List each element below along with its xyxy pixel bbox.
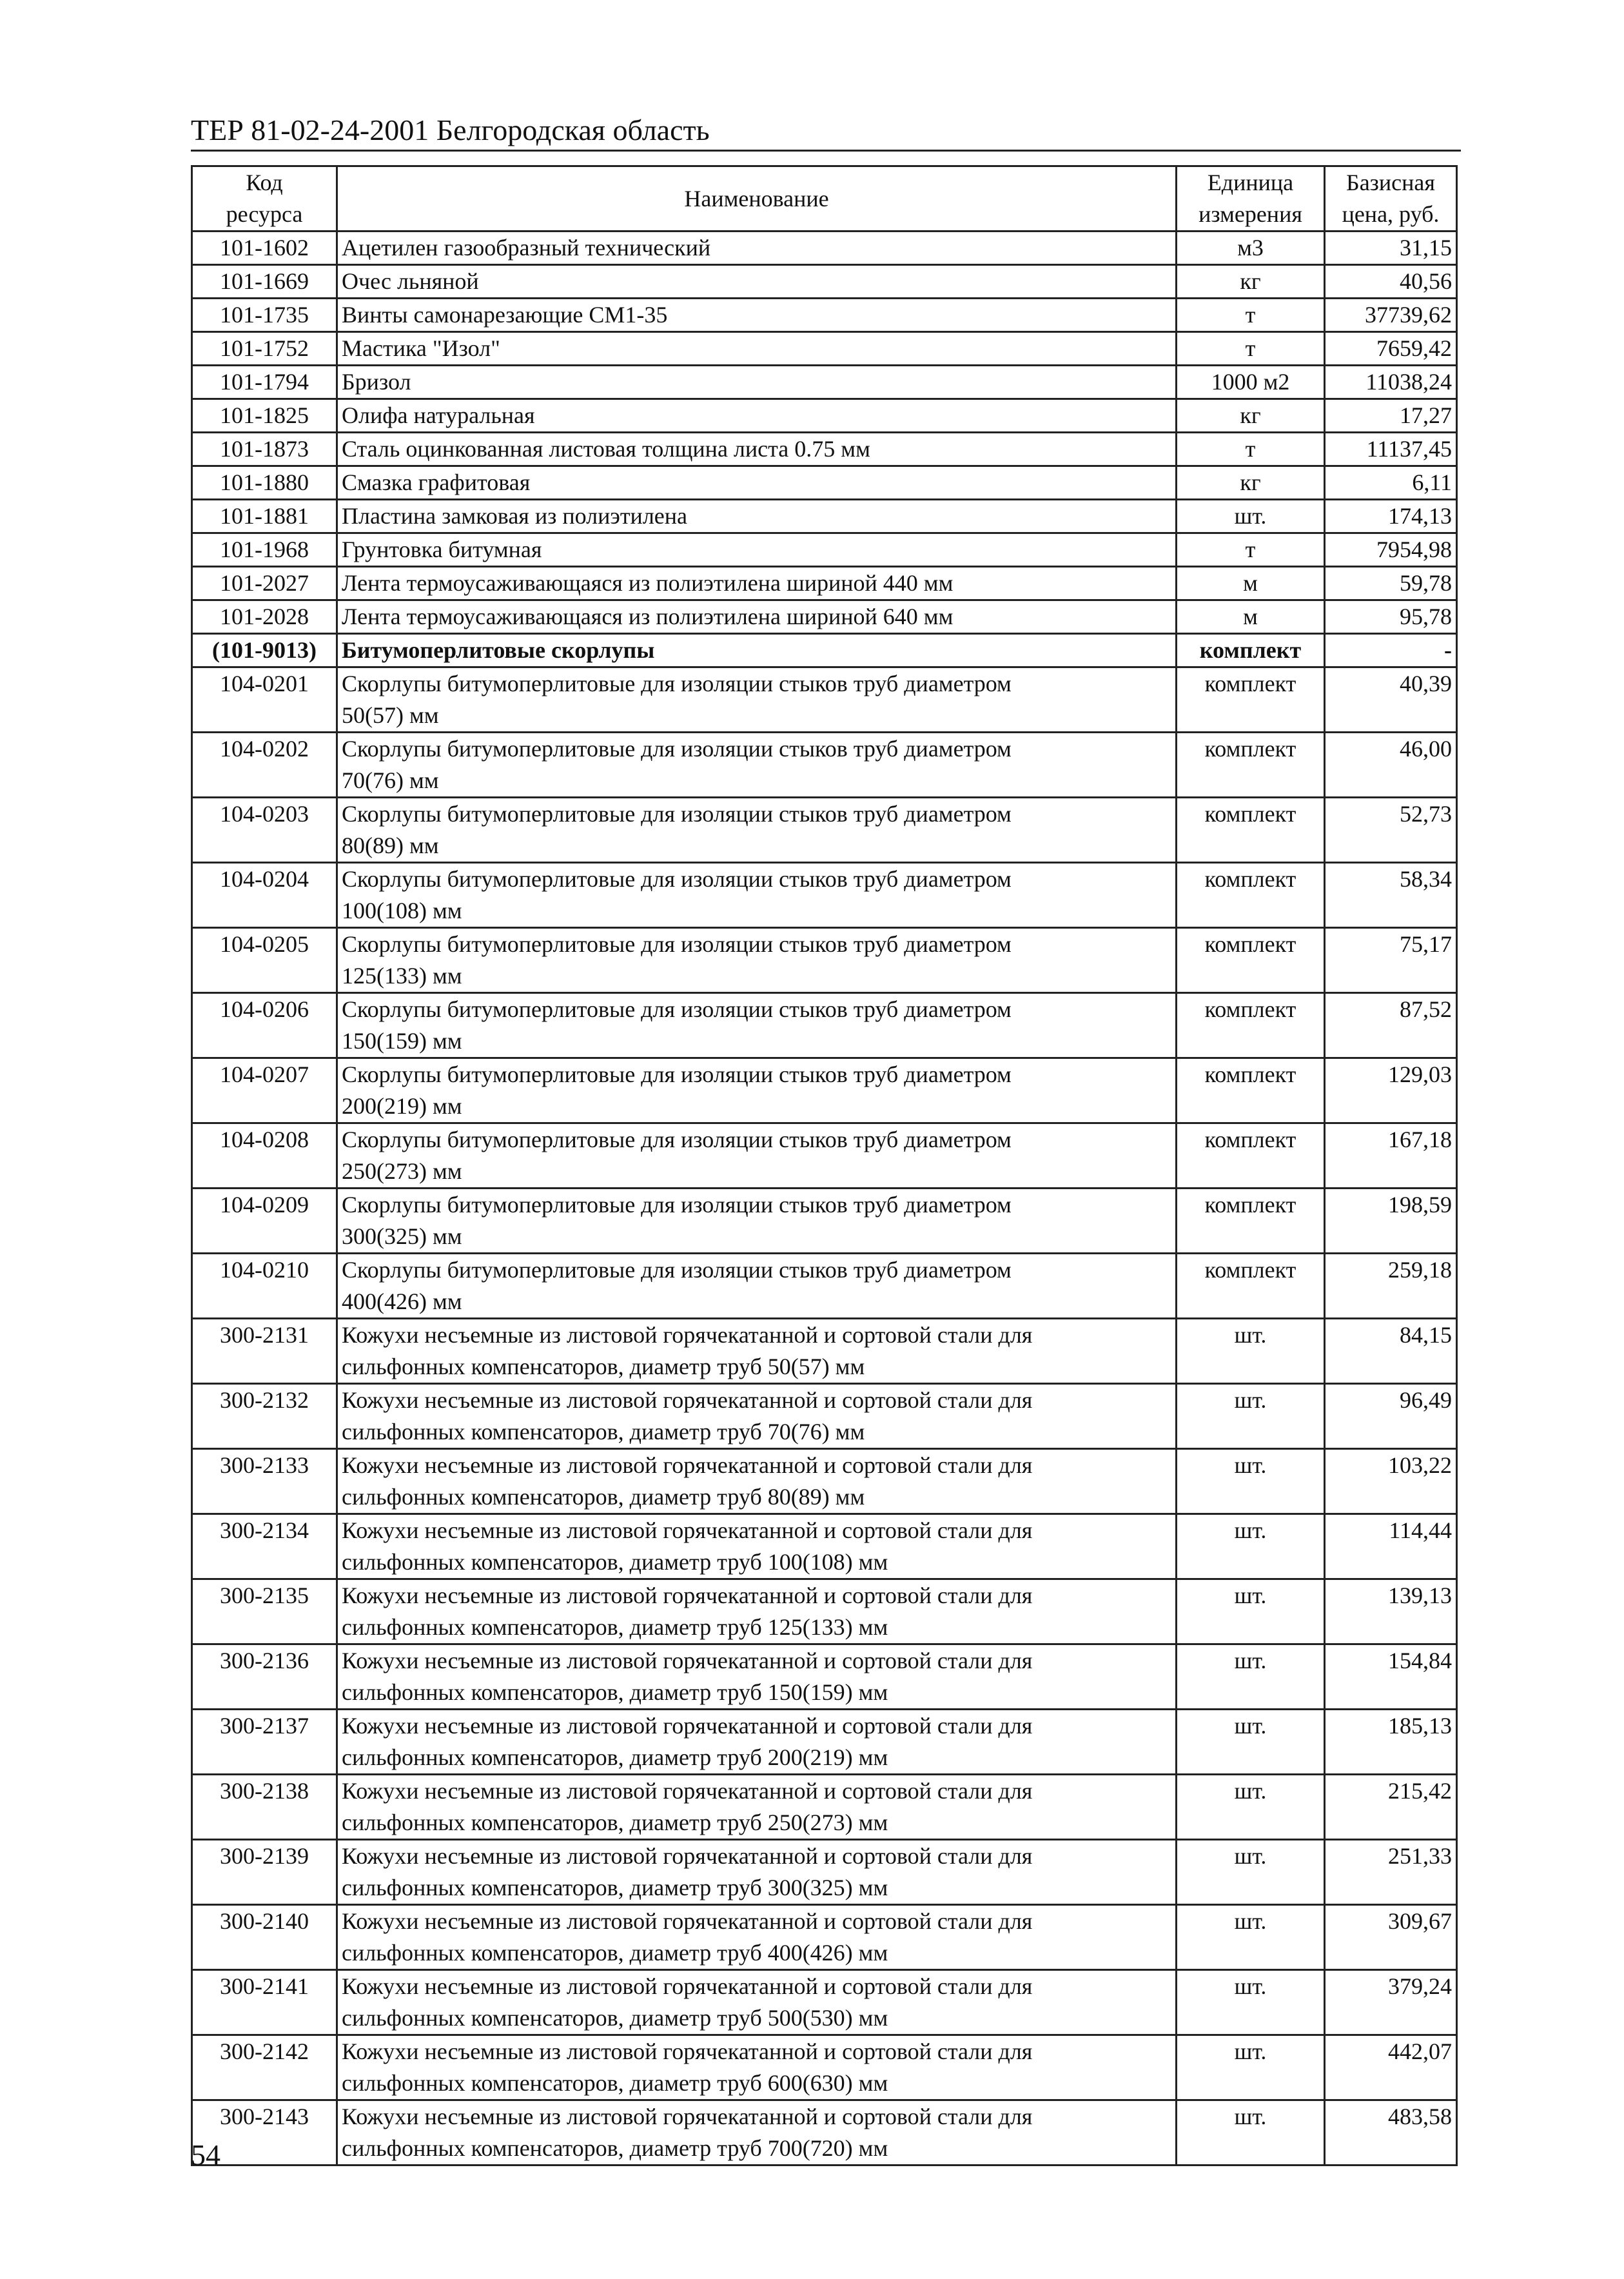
resource-name-line: сильфонных компенсаторов, диаметр труб 700(720) мм	[342, 2135, 888, 2161]
unit-of-measure: т	[1177, 332, 1325, 366]
resource-name-line: Кожухи несъемные из листовой горячекатанной и сортовой стали для	[342, 1452, 1033, 1478]
resource-name-line: Очес льняной	[342, 268, 479, 294]
table-row	[192, 1123, 1457, 1189]
resource-code: 101-1873	[192, 433, 337, 466]
resource-name-line: Смазка графитовая	[342, 469, 531, 495]
resource-name	[337, 366, 1177, 399]
resource-code: 104-0203	[192, 798, 337, 863]
resource-name-line: 100(108) мм	[342, 898, 462, 923]
table-row	[192, 1644, 1457, 1710]
resource-name-line: Кожухи несъемные из листовой горячекатанной и сортовой стали для	[342, 2038, 1033, 2064]
table-header-row	[192, 166, 1457, 232]
resource-code: 300-2134	[192, 1514, 337, 1579]
resource-name-line: Лента термоусаживающаяся из полиэтилена шириной 440 мм	[342, 570, 954, 596]
table-row	[192, 232, 1457, 265]
resource-name-line: Кожухи несъемные из листовой горячекатанной и сортовой стали для	[342, 1973, 1033, 1999]
resource-name	[337, 667, 1177, 733]
resource-code: 300-2139	[192, 1840, 337, 1905]
resource-name-line: Кожухи несъемные из листовой горячекатанной и сортовой стали для	[342, 1843, 1033, 1869]
resource-name	[337, 634, 1177, 667]
resource-code: 104-0201	[192, 667, 337, 733]
resource-code: 104-0202	[192, 733, 337, 798]
resource-name-line: Олифа натуральная	[342, 402, 535, 428]
table-row	[192, 2100, 1457, 2166]
unit-of-measure: шт.	[1177, 500, 1325, 533]
unit-of-measure: шт.	[1177, 1775, 1325, 1840]
resource-code: 101-1735	[192, 299, 337, 332]
resource-name	[337, 1384, 1177, 1449]
resource-name-line: Кожухи несъемные из листовой горячекатанной и сортовой стали для	[342, 2104, 1033, 2129]
resource-name-line: сильфонных компенсаторов, диаметр труб 150(159) мм	[342, 1679, 888, 1705]
resource-code: 104-0205	[192, 928, 337, 993]
resource-name	[337, 1514, 1177, 1579]
resource-name	[337, 1970, 1177, 2035]
resource-code: 300-2136	[192, 1644, 337, 1710]
resource-name	[337, 1254, 1177, 1319]
unit-of-measure: комплект	[1177, 863, 1325, 928]
unit-of-measure: шт.	[1177, 1514, 1325, 1579]
page-number: 54	[191, 2138, 220, 2171]
resource-name-line: 150(159) мм	[342, 1028, 462, 1054]
resource-name	[337, 1449, 1177, 1514]
base-price: 259,18	[1325, 1254, 1457, 1319]
base-price: 7659,42	[1325, 332, 1457, 366]
resource-code: 300-2135	[192, 1579, 337, 1644]
resource-name-line: сильфонных компенсаторов, диаметр труб 500(530) мм	[342, 2005, 888, 2031]
resource-code: 104-0207	[192, 1058, 337, 1123]
resource-name-line: Кожухи несъемные из листовой горячекатанной и сортовой стали для	[342, 1908, 1033, 1934]
resource-name-line: Кожухи несъемные из листовой горячекатанной и сортовой стали для	[342, 1648, 1033, 1673]
unit-of-measure: шт.	[1177, 2035, 1325, 2100]
base-price: 167,18	[1325, 1123, 1457, 1189]
resource-name-line: сильфонных компенсаторов, диаметр труб 125(133) мм	[342, 1614, 888, 1640]
resource-name-line: 80(89) мм	[342, 833, 439, 858]
unit-of-measure: т	[1177, 433, 1325, 466]
resource-code: 300-2133	[192, 1449, 337, 1514]
resource-name-line: 50(57) мм	[342, 702, 439, 728]
resource-code: 101-1968	[192, 533, 337, 567]
resource-name-line: Скорлупы битумоперлитовые для изоляции стыков труб диаметром	[342, 1127, 1012, 1152]
table-row	[192, 733, 1457, 798]
table-body	[192, 232, 1457, 2166]
base-price: 309,67	[1325, 1905, 1457, 1970]
resource-code: 104-0209	[192, 1189, 337, 1254]
document-title: ТЕР 81-02-24-2001 Белгородская область	[191, 113, 710, 146]
unit-of-measure: шт.	[1177, 1710, 1325, 1775]
resource-name-line: Кожухи несъемные из листовой горячекатанной и сортовой стали для	[342, 1713, 1033, 1739]
table-row	[192, 1254, 1457, 1319]
unit-of-measure: шт.	[1177, 1970, 1325, 2035]
base-price: 96,49	[1325, 1384, 1457, 1449]
unit-of-measure: комплект	[1177, 1189, 1325, 1254]
resource-name-line: Скорлупы битумоперлитовые для изоляции стыков труб диаметром	[342, 736, 1012, 762]
base-price: 52,73	[1325, 798, 1457, 863]
base-price: 46,00	[1325, 733, 1457, 798]
resource-name	[337, 1579, 1177, 1644]
resource-name-line: Кожухи несъемные из листовой горячекатанной и сортовой стали для	[342, 1583, 1033, 1608]
resource-name-line: сильфонных компенсаторов, диаметр труб 50(57) мм	[342, 1354, 865, 1379]
resource-code: 101-1880	[192, 466, 337, 500]
resource-code: 101-1881	[192, 500, 337, 533]
base-price: 103,22	[1325, 1449, 1457, 1514]
unit-of-measure: комплект	[1177, 1254, 1325, 1319]
resource-name	[337, 1058, 1177, 1123]
unit-of-measure: комплект	[1177, 993, 1325, 1058]
base-price: 379,24	[1325, 1970, 1457, 2035]
base-price: 114,44	[1325, 1514, 1457, 1579]
base-price: 59,78	[1325, 567, 1457, 600]
resource-name-line: Битумоперлитовые скорлупы	[342, 637, 655, 663]
base-price: 17,27	[1325, 399, 1457, 433]
resource-name-line: Лента термоусаживающаяся из полиэтилена шириной 640 мм	[342, 604, 954, 629]
table-row	[192, 1514, 1457, 1579]
table-row	[192, 1970, 1457, 2035]
resource-price-table	[191, 165, 1458, 2166]
resource-name	[337, 2035, 1177, 2100]
resource-name	[337, 299, 1177, 332]
table-row	[192, 798, 1457, 863]
resource-name-line: Мастика "Изол"	[342, 335, 500, 361]
resource-name-line: Скорлупы битумоперлитовые для изоляции стыков труб диаметром	[342, 866, 1012, 892]
resource-code: 101-1752	[192, 332, 337, 366]
resource-name	[337, 533, 1177, 567]
resource-name-line: Кожухи несъемные из листовой горячекатанной и сортовой стали для	[342, 1778, 1033, 1804]
resource-name-line: сильфонных компенсаторов, диаметр труб 100(108) мм	[342, 1549, 888, 1575]
resource-name-line: 300(325) мм	[342, 1223, 462, 1249]
resource-name-line: сильфонных компенсаторов, диаметр труб 400(426) мм	[342, 1940, 888, 1966]
unit-of-measure: шт.	[1177, 2100, 1325, 2166]
table-row	[192, 466, 1457, 500]
resource-name	[337, 1905, 1177, 1970]
base-price: 6,11	[1325, 466, 1457, 500]
base-price: 95,78	[1325, 600, 1457, 634]
base-price: 58,34	[1325, 863, 1457, 928]
resource-code: 300-2141	[192, 1970, 337, 2035]
table-row	[192, 600, 1457, 634]
base-price: 75,17	[1325, 928, 1457, 993]
unit-of-measure: т	[1177, 533, 1325, 567]
resource-name	[337, 1123, 1177, 1189]
resource-name	[337, 500, 1177, 533]
resource-name-line: сильфонных компенсаторов, диаметр труб 80(89) мм	[342, 1484, 865, 1510]
base-price: 483,58	[1325, 2100, 1457, 2166]
unit-of-measure: т	[1177, 299, 1325, 332]
base-price: 87,52	[1325, 993, 1457, 1058]
resource-code: 101-1825	[192, 399, 337, 433]
resource-code: 104-0206	[192, 993, 337, 1058]
table-row	[192, 993, 1457, 1058]
table-row	[192, 1449, 1457, 1514]
resource-name-line: сильфонных компенсаторов, диаметр труб 600(630) мм	[342, 2070, 888, 2096]
base-price: 37739,62	[1325, 299, 1457, 332]
unit-of-measure: шт.	[1177, 1579, 1325, 1644]
table-row	[192, 299, 1457, 332]
resource-name	[337, 2100, 1177, 2166]
table-row	[192, 2035, 1457, 2100]
resource-name	[337, 433, 1177, 466]
resource-name-line: 200(219) мм	[342, 1093, 462, 1119]
table-row	[192, 533, 1457, 567]
base-price: 7954,98	[1325, 533, 1457, 567]
resource-name-line: сильфонных компенсаторов, диаметр труб 300(325) мм	[342, 1875, 888, 1900]
resource-code: 101-2027	[192, 567, 337, 600]
unit-of-measure: м	[1177, 600, 1325, 634]
resource-name-line: Сталь оцинкованная листовая толщина листа 0.75 мм	[342, 436, 870, 462]
table-row	[192, 1058, 1457, 1123]
resource-name	[337, 600, 1177, 634]
table-row	[192, 1189, 1457, 1254]
unit-of-measure: шт.	[1177, 1449, 1325, 1514]
resource-code: 101-2028	[192, 600, 337, 634]
resource-name	[337, 993, 1177, 1058]
unit-of-measure: шт.	[1177, 1644, 1325, 1710]
base-price: 442,07	[1325, 2035, 1457, 2100]
base-price: 154,84	[1325, 1644, 1457, 1710]
resource-code: 300-2143	[192, 2100, 337, 2166]
resource-name	[337, 733, 1177, 798]
resource-name-line: Скорлупы битумоперлитовые для изоляции стыков труб диаметром	[342, 1192, 1012, 1218]
base-price: 185,13	[1325, 1710, 1457, 1775]
unit-of-measure: кг	[1177, 265, 1325, 299]
table-row	[192, 366, 1457, 399]
table-row	[192, 1710, 1457, 1775]
resource-name-line: 70(76) мм	[342, 767, 439, 793]
resource-name	[337, 1189, 1177, 1254]
base-price: 174,13	[1325, 500, 1457, 533]
resource-name-line: сильфонных компенсаторов, диаметр труб 200(219) мм	[342, 1744, 888, 1770]
unit-of-measure: комплект	[1177, 733, 1325, 798]
resource-name-line: Грунтовка битумная	[342, 537, 542, 562]
base-price: 251,33	[1325, 1840, 1457, 1905]
resource-name	[337, 798, 1177, 863]
column-header-code: Код ресурса	[192, 166, 337, 232]
table-row	[192, 265, 1457, 299]
base-price: 139,13	[1325, 1579, 1457, 1644]
base-price: 11038,24	[1325, 366, 1457, 399]
unit-of-measure: комплект	[1177, 1058, 1325, 1123]
resource-name-line: 400(426) мм	[342, 1288, 462, 1314]
resource-name-line: Скорлупы битумоперлитовые для изоляции стыков труб диаметром	[342, 671, 1012, 696]
base-price: 11137,45	[1325, 433, 1457, 466]
resource-name	[337, 567, 1177, 600]
base-price: 40,56	[1325, 265, 1457, 299]
unit-of-measure: шт.	[1177, 1905, 1325, 1970]
resource-code: 300-2138	[192, 1775, 337, 1840]
resource-name-line: Кожухи несъемные из листовой горячекатанной и сортовой стали для	[342, 1387, 1033, 1413]
resource-name	[337, 1644, 1177, 1710]
table-row	[192, 500, 1457, 533]
table-row	[192, 332, 1457, 366]
resource-name-line: Скорлупы битумоперлитовые для изоляции стыков труб диаметром	[342, 931, 1012, 957]
resource-name-line: Бризол	[342, 369, 411, 395]
resource-code: 300-2140	[192, 1905, 337, 1970]
column-header-price: Базисная цена, руб.	[1325, 166, 1457, 232]
unit-of-measure: комплект	[1177, 1123, 1325, 1189]
resource-code: 101-1669	[192, 265, 337, 299]
resource-name-line: Скорлупы битумоперлитовые для изоляции стыков труб диаметром	[342, 1061, 1012, 1087]
resource-name	[337, 1319, 1177, 1384]
resource-name-line: Скорлупы битумоперлитовые для изоляции стыков труб диаметром	[342, 996, 1012, 1022]
resource-name-line: Скорлупы битумоперлитовые для изоляции стыков труб диаметром	[342, 801, 1012, 827]
resource-name-line: Кожухи несъемные из листовой горячекатанной и сортовой стали для	[342, 1517, 1033, 1543]
resource-code: 300-2142	[192, 2035, 337, 2100]
resource-code: 104-0204	[192, 863, 337, 928]
unit-of-measure: 1000 м2	[1177, 366, 1325, 399]
base-price: 84,15	[1325, 1319, 1457, 1384]
resource-name	[337, 399, 1177, 433]
resource-name	[337, 265, 1177, 299]
resource-name-line: 250(273) мм	[342, 1158, 462, 1184]
table-row	[192, 928, 1457, 993]
resource-name	[337, 1710, 1177, 1775]
table-row	[192, 1319, 1457, 1384]
resource-name-line: Пластина замковая из полиэтилена	[342, 503, 688, 529]
unit-of-measure: м3	[1177, 232, 1325, 265]
table-row	[192, 1775, 1457, 1840]
unit-of-measure: шт.	[1177, 1319, 1325, 1384]
resource-name	[337, 863, 1177, 928]
base-price: 40,39	[1325, 667, 1457, 733]
resource-code: 300-2132	[192, 1384, 337, 1449]
base-price: 215,42	[1325, 1775, 1457, 1840]
column-header-unit: Единица измерения	[1177, 166, 1325, 232]
unit-of-measure: м	[1177, 567, 1325, 600]
resource-name	[337, 1840, 1177, 1905]
table-row	[192, 399, 1457, 433]
resource-code: 101-1794	[192, 366, 337, 399]
table-row	[192, 1384, 1457, 1449]
resource-name	[337, 466, 1177, 500]
resource-name-line: Ацетилен газообразный технический	[342, 235, 711, 261]
resource-name	[337, 332, 1177, 366]
unit-of-measure: шт.	[1177, 1840, 1325, 1905]
resource-name-line: 125(133) мм	[342, 963, 462, 989]
table-row	[192, 567, 1457, 600]
table-row	[192, 1840, 1457, 1905]
base-price: 129,03	[1325, 1058, 1457, 1123]
resource-code: 300-2131	[192, 1319, 337, 1384]
unit-of-measure: комплект	[1177, 798, 1325, 863]
unit-of-measure: шт.	[1177, 1384, 1325, 1449]
base-price: -	[1325, 634, 1457, 667]
unit-of-measure: комплект	[1177, 634, 1325, 667]
resource-name-line: Кожухи несъемные из листовой горячекатанной и сортовой стали для	[342, 1322, 1033, 1348]
column-header-name: Наименование	[337, 166, 1177, 232]
resource-name	[337, 232, 1177, 265]
resource-code: 101-1602	[192, 232, 337, 265]
resource-name-line: сильфонных компенсаторов, диаметр труб 70(76) мм	[342, 1419, 865, 1445]
table-row	[192, 433, 1457, 466]
table-row	[192, 667, 1457, 733]
resource-code: 300-2137	[192, 1710, 337, 1775]
base-price: 198,59	[1325, 1189, 1457, 1254]
resource-name	[337, 928, 1177, 993]
resource-code: 104-0210	[192, 1254, 337, 1319]
table-group-row	[192, 634, 1457, 667]
unit-of-measure: кг	[1177, 399, 1325, 433]
table-row	[192, 863, 1457, 928]
table-row	[192, 1579, 1457, 1644]
table-row	[192, 1905, 1457, 1970]
page-header	[191, 108, 1461, 152]
unit-of-measure: комплект	[1177, 928, 1325, 993]
base-price: 31,15	[1325, 232, 1457, 265]
resource-code: 104-0208	[192, 1123, 337, 1189]
unit-of-measure: комплект	[1177, 667, 1325, 733]
unit-of-measure: кг	[1177, 466, 1325, 500]
resource-name-line: Скорлупы битумоперлитовые для изоляции стыков труб диаметром	[342, 1257, 1012, 1283]
resource-code: (101-9013)	[192, 634, 337, 667]
resource-name	[337, 1775, 1177, 1840]
resource-name-line: сильфонных компенсаторов, диаметр труб 250(273) мм	[342, 1810, 888, 1835]
resource-name-line: Винты самонарезающие СМ1-35	[342, 302, 668, 328]
